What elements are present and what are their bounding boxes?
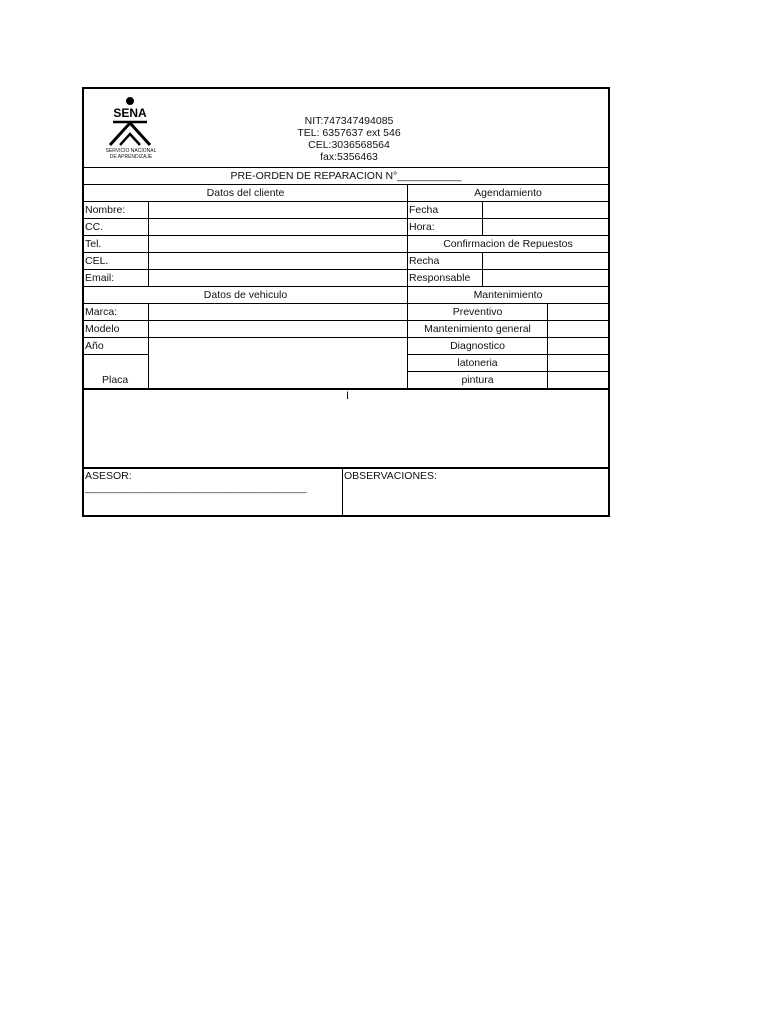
company-contact-block	[264, 115, 434, 163]
nombre-label: Nombre:	[85, 204, 126, 216]
ano-field[interactable]	[149, 338, 407, 354]
email-field[interactable]	[149, 270, 407, 286]
observaciones-field[interactable]	[343, 484, 608, 517]
pintura-check[interactable]	[548, 372, 608, 388]
hora-label: Hora:	[409, 221, 435, 233]
cel-text: CEL:3036568564	[308, 139, 390, 151]
asesor-signature-line: _______________________________________________	[85, 483, 307, 493]
marca-label: Marca:	[85, 306, 118, 318]
text-cursor-mark: I	[346, 390, 350, 402]
modelo-label: Modelo	[85, 323, 120, 335]
marca-field[interactable]	[149, 304, 407, 320]
fecha-field[interactable]	[483, 202, 608, 218]
tel-field[interactable]	[149, 236, 407, 252]
mantenimiento-general-label: Mantenimiento general	[424, 323, 531, 335]
repair-preorder-form	[82, 87, 610, 517]
preventivo-label: Preventivo	[452, 306, 503, 318]
logo-subtitle-line2: DE APRENDIZAJE	[109, 154, 153, 160]
latoneria-label: latoneria	[457, 357, 498, 369]
cel-label: CEL.	[85, 255, 109, 267]
hora-field[interactable]	[483, 219, 608, 235]
asesor-label: ASESOR:	[85, 470, 132, 482]
cc-label: CC.	[85, 221, 104, 233]
tel-text: TEL: 6357637 ext 546	[297, 127, 401, 139]
placa-label: Placa	[102, 374, 129, 386]
responsable-field[interactable]	[483, 270, 608, 286]
sena-emblem-icon	[96, 95, 166, 147]
email-label: Email:	[85, 272, 115, 284]
repuestos-heading: Confirmacion de Repuestos	[443, 238, 573, 250]
fax-text: fax:5356463	[320, 151, 378, 163]
nombre-field[interactable]	[149, 202, 407, 218]
form-title: PRE-ORDEN DE REPARACION N°___________	[230, 170, 462, 182]
nit-text: NIT:747347494085	[304, 115, 394, 127]
mantenimiento-heading: Mantenimiento	[473, 289, 543, 301]
diagnostico-label: Diagnostico	[450, 340, 505, 352]
cel-field[interactable]	[149, 253, 407, 269]
placa-field[interactable]	[149, 355, 407, 388]
preventivo-check[interactable]	[548, 304, 608, 320]
sena-logo	[96, 95, 166, 163]
recha-field[interactable]	[483, 253, 608, 269]
modelo-field[interactable]	[149, 321, 407, 337]
fecha-label: Fecha	[409, 204, 439, 216]
pintura-label: pintura	[461, 374, 494, 386]
recha-label: Recha	[409, 255, 440, 267]
mantenimiento-general-check[interactable]	[548, 321, 608, 337]
diagnostico-check[interactable]	[548, 338, 608, 354]
ano-label: Año	[85, 340, 104, 352]
logo-subtitle-line1: SERVICIO NACIONAL	[105, 148, 157, 154]
observaciones-label: OBSERVACIONES:	[344, 470, 437, 482]
responsable-label: Responsable	[409, 272, 471, 284]
tel-label: Tel.	[85, 238, 102, 250]
latoneria-check[interactable]	[548, 355, 608, 371]
cc-field[interactable]	[149, 219, 407, 235]
agendamiento-heading: Agendamiento	[474, 187, 542, 199]
cliente-heading: Datos del cliente	[206, 187, 285, 199]
vehiculo-heading: Datos de vehiculo	[203, 289, 288, 301]
logo-wordmark: SENA	[113, 106, 147, 120]
